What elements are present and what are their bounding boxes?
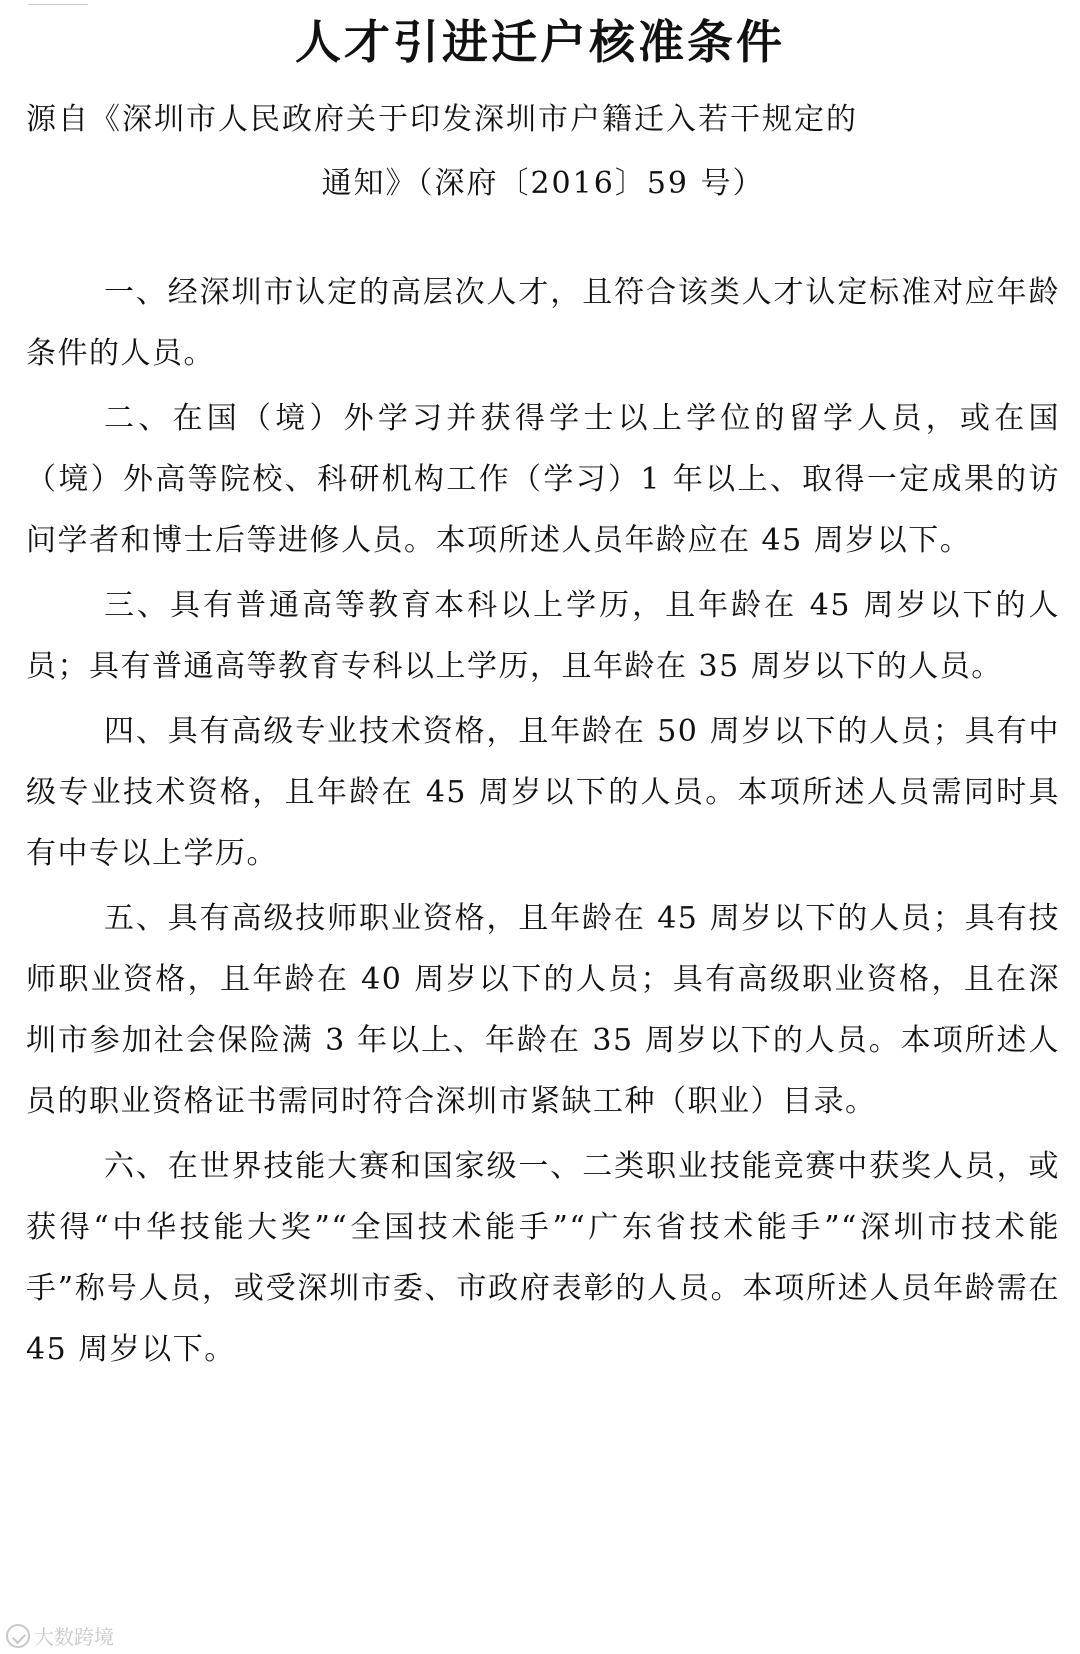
document-source [26,88,1060,216]
checkmark-circle-icon [6,1624,30,1648]
paragraph-4: 四、具有高级专业技术资格，且年龄在 50 周岁以下的人员；具有中级专业技术资格，且年龄在 45 周岁以下的人员。本项所述人员需同时具有中专以上学历。 [26,714,1060,871]
document-body [26,262,1060,1384]
watermark-text: 大数跨境 [34,1625,114,1649]
paragraph-1: 一、经深圳市认定的高层次人才，且符合该类人才认定标准对应年龄条件的人员。 [26,275,1060,371]
watermark [6,1621,114,1650]
paragraph-3: 三、具有普通高等教育本科以上学历，且年龄在 45 周岁以下的人员；具有普通高等教育专科以上学历，且年龄在 35 周岁以下的人员。 [26,588,1060,684]
corner-mark [28,0,88,5]
source-line-1: 源自《深圳市人民政府关于印发深圳市户籍迁入若干规定的 [26,102,858,137]
document-title: 人才引进迁户核准条件 [295,15,785,69]
paragraph-2: 二、在国（境）外学习并获得学士以上学位的留学人员，或在国（境）外高等院校、科研机构工作（学习）1 年以上、取得一定成果的访问学者和博士后等进修人员。本项所述人员年龄应在 45 周岁以下。 [26,401,1060,558]
paragraph-5: 五、具有高级技师职业资格，且年龄在 45 周岁以下的人员；具有技师职业资格，且年龄在 40 周岁以下的人员；具有高级职业资格，且在深圳市参加社会保险满 3 年以上、年龄在 35 周岁以下的人员。本项所述人员的职业资格证书需同时符合深圳市紧缺工种（职业）目录。 [26,901,1060,1119]
source-line-2: 通知》（深府〔2016〕59 号） [321,166,765,201]
paragraph-6: 六、在世界技能大赛和国家级一、二类职业技能竞赛中获奖人员，或获得“中华技能大奖”“全国技术能手”“广东省技术能手”“深圳市技术能手”称号人员，或受深圳市委、市政府表彰的人员。本项所述人员年龄需在 45 周岁以下。 [26,1149,1060,1367]
